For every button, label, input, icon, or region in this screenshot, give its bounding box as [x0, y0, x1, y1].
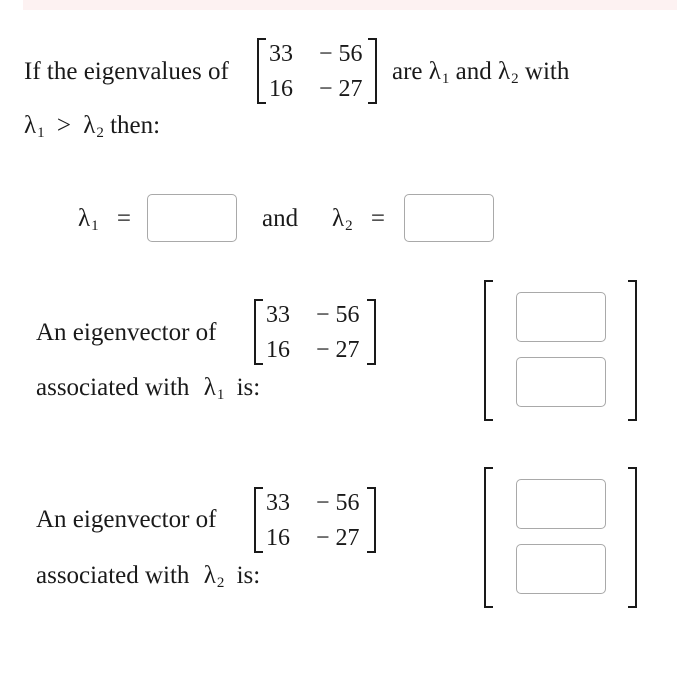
- top-banner: [23, 0, 677, 10]
- eigvec1-text: An eigenvector of: [36, 319, 217, 346]
- matrix-left-bracket: [254, 487, 263, 553]
- eigvec1-component1-input[interactable]: [516, 292, 606, 342]
- matrix-a11: 33: [266, 490, 290, 516]
- matrix-a12: − 56: [316, 302, 360, 328]
- question-condition: [24, 111, 160, 148]
- lambda1-label: $\lambda_1$ =: [78, 205, 131, 234]
- lambda2-input[interactable]: [404, 194, 494, 242]
- greater-than-sign: >: [56, 112, 71, 139]
- eigvec2-associated: associated with $\lambda_2$ is:: [36, 562, 261, 591]
- matrix-a22: − 27: [319, 76, 363, 102]
- question-matrix: [257, 38, 377, 104]
- question-then: then:: [110, 112, 161, 139]
- eigvec2-component2-input[interactable]: [516, 544, 606, 594]
- lambda-2-symbol: $\lambda_2$: [498, 58, 519, 87]
- eigvec1-matrix: [254, 299, 376, 365]
- matrix-left-bracket: [257, 38, 266, 104]
- matrix-right-bracket: [367, 487, 376, 553]
- matrix-a11: 33: [266, 302, 290, 328]
- matrix-a22: − 27: [316, 525, 360, 551]
- matrix-a12: − 56: [319, 41, 363, 67]
- matrix-a22: − 27: [316, 337, 360, 363]
- eigvec1-associated: associated with $\lambda_1$ is:: [36, 374, 261, 403]
- question-with: with: [524, 58, 570, 85]
- matrix-a21: 16: [266, 525, 290, 551]
- matrix-a11: 33: [269, 41, 293, 67]
- answer-and: and: [262, 205, 299, 232]
- question-eigen-line: [392, 57, 569, 94]
- lambda2-label: $\lambda_2$ =: [332, 205, 385, 234]
- eigvec2-matrix: [254, 487, 376, 553]
- lambda1-input[interactable]: [147, 194, 237, 242]
- matrix-right-bracket: [367, 299, 376, 365]
- question-mid: are: [392, 58, 423, 85]
- eigvec1-right-bracket: [628, 280, 637, 421]
- lambda-2-symbol: $\lambda_2$: [83, 112, 104, 141]
- lambda-1-symbol: $\lambda_1$: [24, 112, 45, 141]
- matrix-a21: 16: [269, 76, 293, 102]
- eigvec2-text: An eigenvector of: [36, 506, 217, 533]
- eigvec1-component2-input[interactable]: [516, 357, 606, 407]
- matrix-left-bracket: [254, 299, 263, 365]
- lambda-1-symbol: $\lambda_1$: [428, 58, 450, 87]
- matrix-right-bracket: [368, 38, 377, 104]
- question-and: and: [455, 58, 492, 85]
- matrix-a21: 16: [266, 337, 290, 363]
- eigvec2-right-bracket: [628, 467, 637, 608]
- eigvec2-left-bracket: [484, 467, 493, 608]
- eigvec1-left-bracket: [484, 280, 493, 421]
- matrix-a12: − 56: [316, 490, 360, 516]
- question-lead: If the eigenvalues of: [24, 58, 229, 85]
- eigvec2-component1-input[interactable]: [516, 479, 606, 529]
